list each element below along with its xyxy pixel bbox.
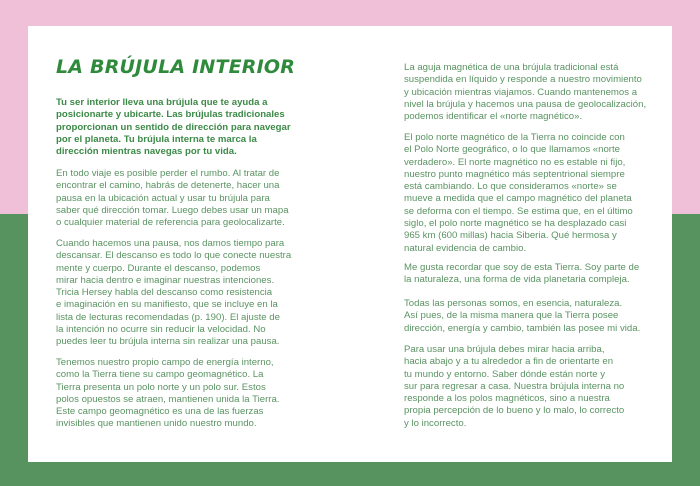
- lead-line: Tu ser interior lleva una brújula que te ayuda a: [56, 97, 268, 108]
- text-line: Tenemos nuestro propio campo de energía interno,: [56, 357, 274, 368]
- text-line: propia percepción de lo bueno y lo malo, lo correcto: [404, 405, 625, 417]
- page-card: [28, 26, 672, 462]
- text-line: nivel la brújula y hacemos una pausa de geolocalización,: [404, 98, 647, 110]
- text-line: En todo viaje es posible perder el rumbo. Al tratar de: [56, 168, 280, 179]
- lead-line: dirección mientras navegas por tu vida.: [56, 146, 237, 158]
- text-line: natural evidencia de cambio.: [404, 242, 527, 254]
- lead-line: por el planeta. Tu brújula interna te marca la: [56, 133, 257, 145]
- text-line: pausa en la ubicación actual y usar tu brújula para: [56, 192, 270, 204]
- text-line: podemos identificar el «norte magnético».: [404, 111, 583, 123]
- text-line: nuestro punto magnético más septentrional siempre: [404, 168, 625, 180]
- lead-paragraph: [56, 97, 306, 158]
- text-line: lista de lecturas recomendadas (p. 190). El ajuste de: [56, 311, 280, 323]
- left-paragraph-3: [56, 357, 306, 431]
- text-line: mirar hacia dentro e imaginar nuestras intenciones.: [56, 274, 275, 286]
- text-line: polos opuestos se atraen, mantienen unida la Tierra.: [56, 393, 280, 405]
- text-line: siglo, el polo norte magnético se ha desplazado casi: [404, 218, 627, 230]
- text-line: Cuando hacemos una pausa, nos damos tiempo para: [56, 238, 285, 249]
- text-line: Tricia Hersey habla del descanso como resistencia: [56, 287, 273, 299]
- text-line: y lo incorrecto.: [404, 417, 467, 429]
- right-paragraph-5: [404, 344, 654, 430]
- text-line: encontrar el camino, habrás de detenerte, hacer una: [56, 180, 280, 192]
- text-line: descansar. El descanso es todo lo que conecte nuestra: [56, 250, 292, 262]
- left-paragraph-2: [56, 238, 306, 349]
- text-line: Todas las personas somos, en esencia, naturaleza.: [404, 298, 623, 309]
- text-line: la intención no ocurre sin reducir la velocidad. No: [56, 324, 266, 336]
- left-paragraph-1: [56, 168, 306, 229]
- text-line: saber qué dirección tomar. Luego debes usar un mapa: [56, 204, 289, 216]
- text-line: se deforma con el tiempo. Se estima que, en el último: [404, 205, 633, 217]
- text-line: y ubicación mientras viajamos. Cuando mantenemos a: [404, 86, 638, 98]
- text-line: invisibles que mantienen unido nuestro mundo.: [56, 418, 257, 430]
- text-line: verdadero». El norte magnético no es estable ni fijo,: [404, 156, 626, 168]
- right-paragraph-3: [404, 262, 654, 287]
- lead-line: proporcionan un sentido de dirección para navegar: [56, 121, 291, 133]
- text-line: Este campo geomagnético es una de las fuerzas: [56, 406, 264, 418]
- page-title: LA BRÚJULA INTERIOR: [56, 56, 296, 78]
- text-line: la naturaleza, una forma de vida planetaria compleja.: [404, 274, 630, 286]
- text-line: Así pues, de la misma manera que la Tierra posee: [404, 310, 619, 322]
- text-line: dirección, energía y cambio, también las posee mi vida.: [404, 322, 641, 334]
- text-line: sur para regresar a casa. Nuestra brújula interna no: [404, 380, 625, 392]
- text-line: puedes leer tu brújula interna sin realizar una pausa.: [56, 336, 280, 348]
- right-paragraph-4: [404, 298, 654, 335]
- text-line: La aguja magnética de una brújula tradicional está: [404, 62, 619, 73]
- right-paragraph-2: [404, 132, 654, 255]
- text-line: 965 km (600 millas) hacia Siberia. Qué hermosa y: [404, 230, 617, 242]
- text-line: o cualquier material de referencia para geolocalizarte.: [56, 217, 285, 229]
- text-line: suspendida en líquido y responde a nuestro movimiento: [404, 74, 642, 86]
- text-line: está cambiando. Lo que consideramos «norte» se: [404, 181, 617, 193]
- text-line: mueve a medida que el campo magnético del planeta: [404, 193, 632, 205]
- text-line: responde a los polos magnéticos, sino a nuestra: [404, 393, 610, 405]
- text-line: El polo norte magnético de la Tierra no coincide con: [404, 132, 625, 143]
- lead-line: posicionarte y ubicarte. Las brújulas tradicionales: [56, 109, 285, 121]
- text-line: mente y cuerpo. Durante el descanso, podemos: [56, 262, 261, 274]
- right-paragraph-1: [404, 62, 654, 123]
- text-line: Me gusta recordar que soy de esta Tierra. Soy parte de: [404, 262, 640, 273]
- text-line: e imaginación en su manifiesto, que se incluye en la: [56, 299, 278, 311]
- text-line: tu mundo y entorno. Saber dónde están norte y: [404, 368, 606, 380]
- text-line: hacia abajo y a tu alrededor a fin de orientarte en: [404, 356, 614, 368]
- text-line: como la Tierra tiene su campo geomagnético. La: [56, 369, 264, 381]
- text-line: Tierra presenta un polo norte y un polo sur. Estos: [56, 381, 266, 393]
- text-line: el Polo Norte geográfico, o lo que llamamos «norte: [404, 144, 620, 156]
- text-line: Para usar una brújula debes mirar hacia arriba,: [404, 344, 605, 355]
